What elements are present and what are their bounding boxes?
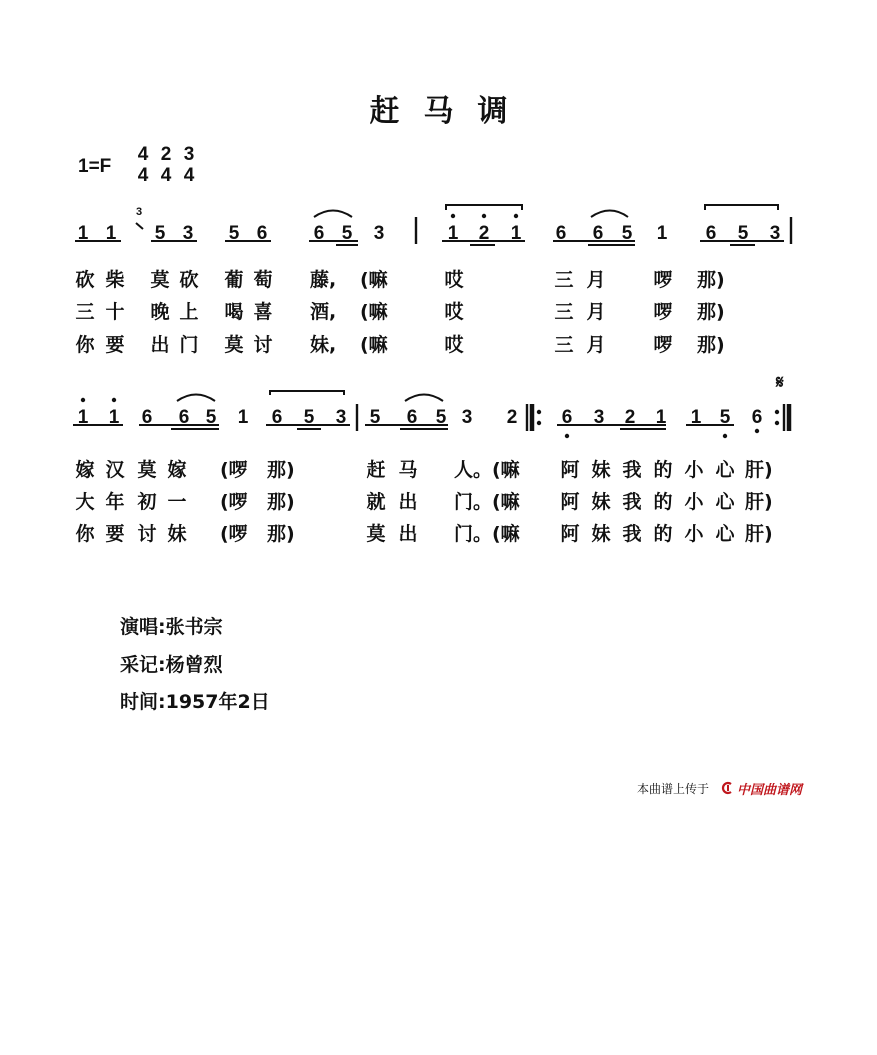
lyric: (啰 bbox=[220, 491, 248, 513]
note: 1 bbox=[108, 407, 120, 428]
lyric: 柴 bbox=[105, 269, 125, 291]
lyric: 我 bbox=[622, 459, 642, 481]
lyric: 心 bbox=[715, 459, 735, 481]
lyric: 啰 bbox=[653, 269, 673, 291]
time-signature-4-4: 4 4 bbox=[137, 144, 149, 186]
note: 5 bbox=[303, 407, 315, 428]
note: 3 bbox=[461, 407, 473, 428]
lyric: 肝) bbox=[745, 491, 773, 513]
note: 6 bbox=[256, 223, 268, 244]
lyric: 嫁 bbox=[167, 459, 187, 481]
lyric: 阿 bbox=[560, 491, 580, 513]
note: 6 bbox=[178, 407, 190, 428]
note: 1 bbox=[655, 407, 667, 428]
lyric: (嘛 bbox=[360, 334, 388, 356]
lyric: 那) bbox=[697, 269, 725, 291]
note: 1 bbox=[656, 223, 668, 244]
note: 6 bbox=[592, 223, 604, 244]
note: 6 bbox=[313, 223, 325, 244]
upload-credit: 本曲谱上传于 bbox=[637, 782, 710, 796]
lyric: 心 bbox=[715, 491, 735, 513]
lyric: 那) bbox=[697, 301, 725, 323]
site-brand[interactable]: 中国曲谱网 bbox=[737, 783, 803, 798]
note: 3 bbox=[182, 223, 194, 244]
lyric: 妹 bbox=[591, 491, 611, 513]
lyric: 那) bbox=[267, 523, 295, 545]
lyric: 啰 bbox=[653, 334, 673, 356]
lyric: 莫 bbox=[366, 523, 386, 545]
lyric: 月 bbox=[586, 301, 606, 323]
lyric: 心 bbox=[715, 523, 735, 545]
note: 1 bbox=[690, 407, 702, 428]
lyric: 十 bbox=[105, 301, 125, 323]
lyric: 莫 bbox=[150, 269, 170, 291]
note: 5 bbox=[228, 223, 240, 244]
lyric: 一 bbox=[167, 491, 187, 513]
time-signature-3-4: 3 4 bbox=[183, 144, 195, 186]
lyric: 要 bbox=[105, 523, 125, 545]
lyric: 的 bbox=[653, 459, 673, 481]
lyric: 的 bbox=[653, 523, 673, 545]
lyric: 那) bbox=[267, 459, 295, 481]
lyric: 三 bbox=[75, 301, 95, 323]
lyric: 小 bbox=[684, 459, 704, 481]
lyric: 人。(嘛 bbox=[454, 459, 520, 481]
lyric: 莫 bbox=[137, 459, 157, 481]
lyric: 哎 bbox=[444, 301, 464, 323]
lyric: 你 bbox=[75, 334, 95, 356]
time-signature-2-4: 2 4 bbox=[160, 144, 172, 186]
lyric: 那) bbox=[697, 334, 725, 356]
lyric: 要 bbox=[105, 334, 125, 356]
lyric: 肝) bbox=[745, 459, 773, 481]
note: 6 bbox=[406, 407, 418, 428]
lyric: 砍 bbox=[179, 269, 199, 291]
note: 6 bbox=[271, 407, 283, 428]
note: 2 bbox=[478, 223, 490, 244]
lyric: 赶 bbox=[366, 459, 386, 481]
lyric: 小 bbox=[684, 491, 704, 513]
lyric: 喝 bbox=[224, 301, 244, 323]
lyric: 初 bbox=[137, 491, 157, 513]
lyric: 我 bbox=[622, 523, 642, 545]
song-title: 赶马调 bbox=[369, 94, 532, 129]
note: 1 bbox=[105, 223, 117, 244]
lyric: 讨 bbox=[137, 523, 157, 545]
key-signature: 1=F bbox=[78, 156, 112, 177]
lyric: 我 bbox=[622, 491, 642, 513]
lyric: 汉 bbox=[105, 459, 125, 481]
lyric: 出 bbox=[398, 491, 418, 513]
lyric: 年 bbox=[105, 491, 125, 513]
note: 1 bbox=[77, 223, 89, 244]
note: 2 bbox=[506, 407, 518, 428]
singer-credit: 演唱:张书宗 bbox=[120, 616, 223, 638]
lyric: 的 bbox=[653, 491, 673, 513]
note: 5 bbox=[341, 223, 353, 244]
note: 3 bbox=[335, 407, 347, 428]
recorder-credit: 采记:杨曾烈 bbox=[120, 654, 223, 676]
lyric: 门。(嘛 bbox=[454, 523, 520, 545]
lyric: 上 bbox=[179, 301, 199, 323]
lyric: 妹 bbox=[591, 459, 611, 481]
note: 3 bbox=[373, 223, 385, 244]
lyric: 大 bbox=[75, 491, 95, 513]
lyric: 门。(嘛 bbox=[454, 491, 520, 513]
lyric: 门 bbox=[179, 334, 199, 356]
lyric: 葡 bbox=[224, 269, 244, 291]
lyric: 三 bbox=[554, 269, 574, 291]
note: 6 bbox=[561, 407, 573, 428]
lyric: 三 bbox=[554, 334, 574, 356]
note: 1 bbox=[237, 407, 249, 428]
lyric: 月 bbox=[586, 269, 606, 291]
lyric: 妹, bbox=[310, 334, 337, 356]
date-credit: 时间:1957年2日 bbox=[120, 691, 270, 713]
segno-sign: 𝄋 bbox=[776, 372, 784, 393]
lyric: 酒, bbox=[310, 301, 337, 323]
lyric: 萄 bbox=[253, 269, 273, 291]
lyric: 嫁 bbox=[75, 459, 95, 481]
note: 1 bbox=[510, 223, 522, 244]
lyric: 就 bbox=[366, 491, 386, 513]
note: 5 bbox=[154, 223, 166, 244]
note: 2 bbox=[624, 407, 636, 428]
lyric: 喜 bbox=[253, 301, 273, 323]
lyric: (嘛 bbox=[360, 269, 388, 291]
lyric: 砍 bbox=[75, 269, 95, 291]
site-logo-icon bbox=[720, 780, 734, 794]
note: 5 bbox=[737, 223, 749, 244]
lyric: 肝) bbox=[745, 523, 773, 545]
lyric: 莫 bbox=[224, 334, 244, 356]
note: 6 bbox=[751, 407, 763, 428]
lyric: 马 bbox=[398, 459, 418, 481]
lyric: 阿 bbox=[560, 523, 580, 545]
lyric: 妹 bbox=[167, 523, 187, 545]
note: 5 bbox=[205, 407, 217, 428]
lyric: (啰 bbox=[220, 459, 248, 481]
lyric: 阿 bbox=[560, 459, 580, 481]
lyric: 三 bbox=[554, 301, 574, 323]
note: 3 bbox=[769, 223, 781, 244]
lyric: 出 bbox=[150, 334, 170, 356]
note: 5 bbox=[719, 407, 731, 428]
lyric: 出 bbox=[398, 523, 418, 545]
note: 3 bbox=[593, 407, 605, 428]
lyric: 哎 bbox=[444, 334, 464, 356]
note: 1 bbox=[77, 407, 89, 428]
note: 1 bbox=[447, 223, 459, 244]
note: 6 bbox=[555, 223, 567, 244]
lyric: 小 bbox=[684, 523, 704, 545]
note: 5 bbox=[369, 407, 381, 428]
note: 5 bbox=[435, 407, 447, 428]
lyric: 啰 bbox=[653, 301, 673, 323]
note: 6 bbox=[705, 223, 717, 244]
note: 5 bbox=[621, 223, 633, 244]
lyric: 月 bbox=[586, 334, 606, 356]
lyric: 妹 bbox=[591, 523, 611, 545]
lyric: 你 bbox=[75, 523, 95, 545]
grace-note: 3 bbox=[136, 206, 143, 218]
lyric: 讨 bbox=[253, 334, 273, 356]
lyric: 晚 bbox=[150, 301, 170, 323]
lyric: (啰 bbox=[220, 523, 248, 545]
lyric: 哎 bbox=[444, 269, 464, 291]
note: 6 bbox=[141, 407, 153, 428]
lyric: 藤, bbox=[310, 269, 337, 291]
lyric: 那) bbox=[267, 491, 295, 513]
lyric: (嘛 bbox=[360, 301, 388, 323]
